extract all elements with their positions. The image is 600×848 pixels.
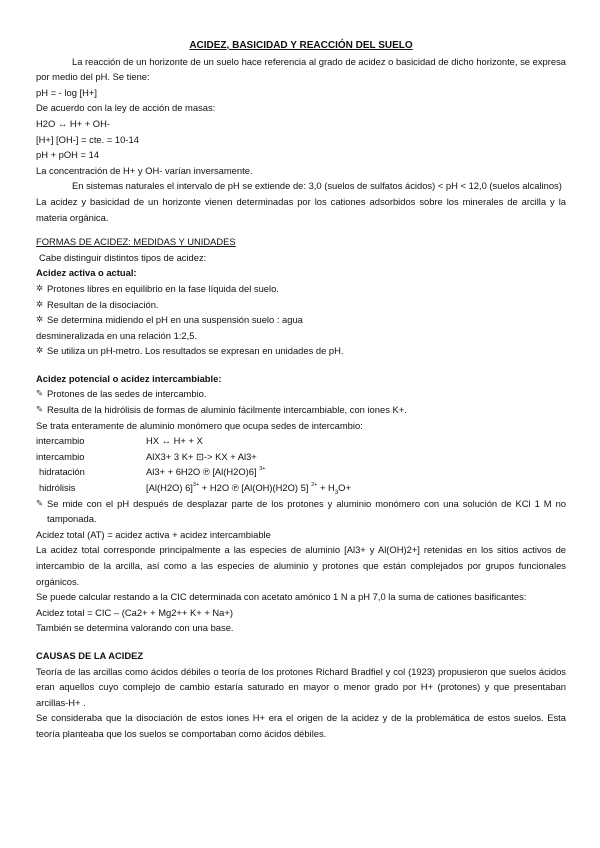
pen-bullet-icon: ✎ [36, 388, 44, 399]
ph-range-paragraph: En sistemas naturales el intervalo de pH se extiende de: 3,0 (suelos de sulfatos ácidos) < pH < 12,0 (suelos alcalinos) [72, 180, 562, 192]
list-item: ✲ Protones libres en equilibrio en la fase líquida del suelo. [36, 281, 566, 297]
list-item-continuation: desmineralizada en una relación 1:2,5. [36, 329, 198, 341]
causas-paragraph-1: Teoría de las arcillas como ácidos débiles o teoría de los protones Richard Bradfiel y col (1923) propusieron que suelos ácidos eran aquellos cuyo complejo de cambio estaría saturado en mayor o menor grado por H+ (protones) y que presentaban arcillas-H+ . [36, 665, 566, 708]
tipos-line: Cabe distinguir distintos tipos de acidez: [39, 251, 207, 263]
valoracion-line: También se determina valorando con una base. [36, 622, 234, 634]
aluminio-line: Se trata enteramente de aluminio monómero que ocupa sedes de intercambio: [36, 419, 363, 431]
acidez-total-paragraph: La acidez total corresponde principalmente a las especies de aluminio [Al3+ y Al(OH)2+] retenidas en los sitios activos de intercambio de la arcilla, así como a las especies de aluminio y protones que están complejados por grupos funcionales orgánicos. [36, 544, 566, 587]
list-item: ✎ Protones de las sedes de intercambio. [36, 386, 566, 402]
formas-heading: FORMAS DE ACIDEZ: MEDIDAS Y UNIDADES [36, 236, 236, 248]
star-bullet-icon: ✲ [36, 282, 44, 293]
cations-paragraph: La acidez y basicidad de un horizonte vienen determinadas por los cationes adsorbidos sobre los minerales de arcilla y la materia orgánica. [36, 195, 566, 223]
causas-heading: CAUSAS DE LA ACIDEZ [36, 649, 144, 661]
calculo-line: Se puede calcular restando a la CIC determinada con acetato amónico 1 N a pH 7,0 la suma de cationes basificantes: [36, 591, 527, 603]
reaction-row: intercambio HX ↔ H+ + X [36, 435, 203, 447]
equation-ionic-product: [H+] [OH-] = cte. = 10-14 [36, 133, 139, 145]
inverse-line: La concentración de H+ y OH- varían inversamente. [36, 164, 253, 176]
list-item: ✲ Resultan de la disociación. [36, 297, 566, 313]
list-item: ✲ Se utiliza un pH-metro. Los resultados se expresan en unidades de pH. [36, 343, 566, 359]
pen-bullet-icon: ✎ [36, 404, 44, 415]
equation-water: H2O ↔ H+ + OH- [36, 117, 110, 129]
reaction-row: hidratación Al3+ + 6H2O ℗ [Al(H2O)6] $^{3+}$ [39, 466, 266, 478]
reaction-row: hidrólisis [Al(H2O) 6]$^{3+}$ + H2O ℗ [Al(OH)(H2O) 5] $^{2+} + H_3O+$ [39, 482, 351, 496]
calculo-equation: Acidez total = CIC – (Ca2+ + Mg2++ K+ + Na+) [36, 606, 233, 618]
page-title: ACIDEZ, BASICIDAD Y REACCIÓN DEL SUELO [189, 40, 413, 51]
causas-paragraph-2: Se consideraba que la disociación de estos iones H+ era el origen de la acidez y de la problemática de estos suelos. Esta teoría planteaba que los suelos se comportaban como ácidos débiles. [36, 712, 566, 739]
list-item: ✎ Resulta de la hidrólisis de formas de aluminio fácilmente intercambiable, con iones K+. [36, 402, 566, 418]
list-item: ✲ Se determina midiendo el pH en una suspensión suelo : agua [36, 312, 566, 328]
list-item: ✎ Se mide con el pH después de desplazar parte de los protones y aluminio monómero con una solución de KCl 1 M no tamponada. [36, 496, 566, 527]
star-bullet-icon: ✲ [36, 298, 44, 309]
acidez-activa-heading: Acidez activa o actual: [36, 267, 137, 279]
intro-paragraph: La reacción de un horizonte de un suelo hace referencia al grado de acidez o basicidad de dicho horizonte, se expresa por medio del pH. Se tiene: [36, 55, 566, 83]
mass-action-line: De acuerdo con la ley de acción de masas: [36, 102, 216, 114]
equation-ph-poh: pH + pOH = 14 [36, 149, 100, 161]
pen-bullet-icon: ✎ [36, 497, 44, 508]
acidez-potencial-heading: Acidez potencial o acidez intercambiable: [36, 372, 222, 384]
acidez-total-line: Acidez total (AT) = acidez activa + acidez intercambiable [36, 528, 271, 540]
star-bullet-icon: ✲ [36, 314, 44, 325]
star-bullet-icon: ✲ [36, 345, 44, 356]
reaction-row: intercambio AlX3+ 3 K+ ⊡-> KX + Al3+ [36, 450, 257, 462]
equation-ph: pH = - log [H+] [36, 86, 97, 98]
